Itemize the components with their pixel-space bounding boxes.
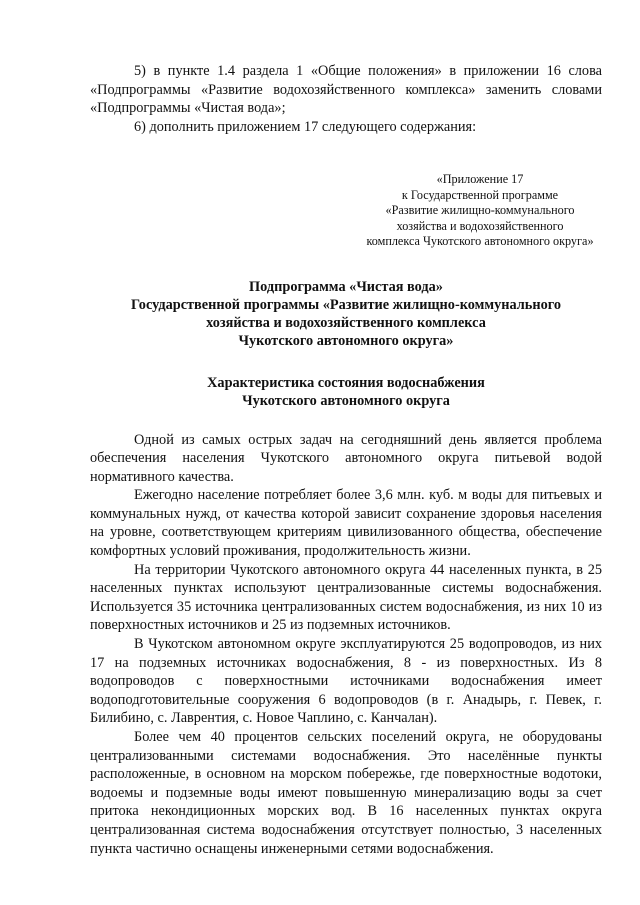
appendix-ref-line: комплекса Чукотского автономного округа» (366, 234, 594, 248)
appendix-ref-line: «Развитие жилищно-коммунального (385, 203, 575, 217)
title-line: Государственной программы «Развитие жилищно-коммунального (130, 296, 562, 313)
paragraph: Ежегодно население потребляет более 3,6 млн. куб. м воды для питьевых и коммунальных нужд, от качества которой зависит сохранение здоровья населения на уровне, соответствующем критериям цивилизованного общества, обеспечение комфортных условий проживания, продолжительность жизни. (90, 487, 602, 560)
title-line: хозяйства и водохозяйственного комплекса (206, 314, 486, 331)
title-line: Подпрограмма «Чистая вода» (249, 278, 443, 295)
paragraph: На территории Чукотского автономного округа 44 населенных пункта, в 25 населенных пунктах используют централизованные системы водоснабжения. Используется 35 источника централизованных систем водоснабжения, из них 10 из поверхностных источников и 25 из подземных источников. (90, 561, 602, 634)
paragraph: Более чем 40 процентов сельских поселений округа, не оборудованы централизованными системами водоснабжения. Это населённые пункты расположенные, в основном на морском побережье, где поверхностные водотоки, водоемы и подземные воды имеют повышенную минерализацию воды за счет притока некондиционных морских вод. В 16 населенных пунктах округа централизованная система водоснабжения отсутствует полностью, 3 населенных пункта частично оснащены инженерными сетями водоснабжения. (90, 729, 602, 857)
document-title (90, 278, 602, 350)
document-content (90, 62, 602, 858)
appendix-ref-line: хозяйства и водохозяйственного (396, 218, 564, 233)
title-line: Чукотского автономного округа» (238, 332, 454, 349)
appendix-reference (348, 172, 612, 250)
body-text (90, 431, 602, 859)
appendix-ref-line: к Государственной программе (401, 187, 559, 202)
section-heading-line: Чукотского автономного округа (242, 392, 450, 409)
paragraph: Одной из самых острых задач на сегодняшний день является проблема обеспечения населения Чукотского автономного округа питьевой водой нормативного качества. (90, 431, 602, 485)
amendment-item-5: 5) в пункте 1.4 раздела 1 «Общие положения» в приложении 16 слова «Подпрограммы «Развитие водохозяйственного комплекса» заменить словами «Подпрограммы «Чистая вода»; (90, 63, 602, 116)
appendix-ref-line: «Приложение 17 (436, 172, 524, 186)
paragraph: В Чукотском автономном округе эксплуатируются 25 водопроводов, из них 17 на подземных источниках водоснабжения, 8 - из поверхностных. Из 8 водопроводов с поверхностными источниками водоснабжения имеет водоподготовительные сооружения 6 водопроводов (в г. Анадырь, г. Певек, г. Билибино, с. Лаврентия, с. Новое Чаплино, с. Канчалан). (90, 636, 602, 727)
amendment-item-6: 6) дополнить приложением 17 следующего содержания: (134, 118, 477, 135)
section-heading-line: Характеристика состояния водоснабжения (207, 374, 485, 391)
section-heading (90, 374, 602, 410)
